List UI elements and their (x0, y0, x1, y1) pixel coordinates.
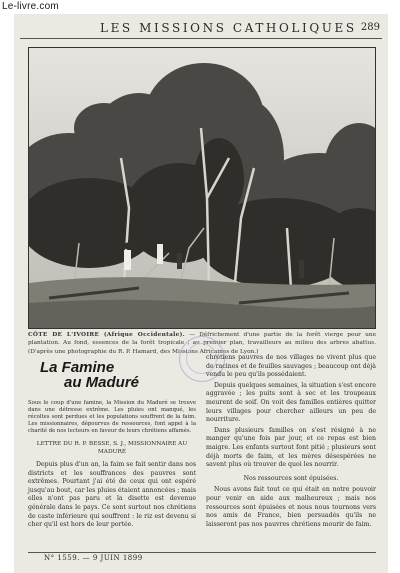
article-paragraph: Nous avons fait tout ce qui était en notre pouvoir pour venir en aide aux malheureux ; mais nos ressources sont épuisées et nous nous tournons vers nos amis de France, bien persuadés qu'ils ne laisseront pas nos pauvres chrétiens mourir de faim. (206, 486, 376, 528)
running-head (14, 21, 388, 35)
headline-line-1: La Famine (40, 359, 115, 376)
footer-rule (28, 552, 376, 553)
page-number: 289 (360, 22, 380, 33)
article-paragraph: Depuis quelques semaines, la situation s'est encore aggravée ; les puits sont à sec et les troupeaux meurent de soif. On voit des familles entières quitter leurs villages pour chercher ailleurs un peu de nourriture. (206, 381, 376, 424)
headline-line-2: au Maduré (64, 374, 140, 391)
site-header (0, 0, 400, 14)
journal-title: LES MISSIONS CATHOLIQUES (100, 21, 357, 35)
article-byline: LETTRE DU R. P. BESSE, S. J., MISSIONNAIRE AU MADURÉ (36, 441, 188, 455)
article-paragraph: Dans plusieurs familles on s'est résigné à ne manger qu'une fois par jour, et ce repas est bien maigre. Les enfants surtout font pitié ; plusieurs sont déjà morts de faim, et les mères désespérées ne savent plus où trouver de quoi les nourrir. (206, 426, 376, 469)
article-summary: Sous le coup d'une famine, la Mission du Maduré se trouve dans une détresse extrême. Les pluies ont manqué, les récoltes sont perdues et les populations souffrent de la faim. Les missionnaires, dépourvus de ressources, font appel à la charité de nos lecteurs en faveur de leurs chrétiens affamés. (28, 400, 196, 434)
magazine-page (14, 14, 388, 573)
site-label[interactable]: Le-livre.com (2, 1, 59, 12)
header-rule (20, 38, 382, 39)
article-paragraph: chrétiens pauvres de nos villages ne vivent plus que de racines et de feuilles sauvages ; beaucoup ont déjà vendu le peu qu'ils possédaient. (206, 354, 376, 379)
article-paragraph: Depuis plus d'un an, la faim se fait sentir dans nos districts et les souffrances des pauvres sont extrêmes. Pourtant j'ai été de ceux qui ont espéré jusqu'au bout, car les pluies étaient annoncées ; mais elles n'ont pas paru et la disette est devenue générale dans le pays. Ce sont surtout nos chrétiens de caste inférieure qui souffrent : le riz est devenu si cher qu'il est hors de leur portée. (28, 461, 197, 529)
issue-footer: N° 1559. — 9 JUIN 1899 (44, 554, 143, 562)
left-column (28, 354, 196, 530)
section-subheading: Nos ressources sont épuisées. (243, 474, 339, 482)
article-headline (40, 360, 196, 390)
forest-illustration (29, 48, 375, 328)
caption-text: — Défrichement d'une partie de la forêt vierge pour une plantation. Au fond, essences de la forêt tropicale ; au premier plan, travailleurs au milieu des arbres abattus. (D'après une photographie du R. P. Hamard, des Missions Africaines de Lyon.) (28, 332, 377, 355)
right-column (206, 354, 376, 531)
forest-photo (28, 47, 376, 329)
caption-lead: CÔTE DE L'IVOIRE (Afrique Occidentale). (28, 332, 185, 338)
